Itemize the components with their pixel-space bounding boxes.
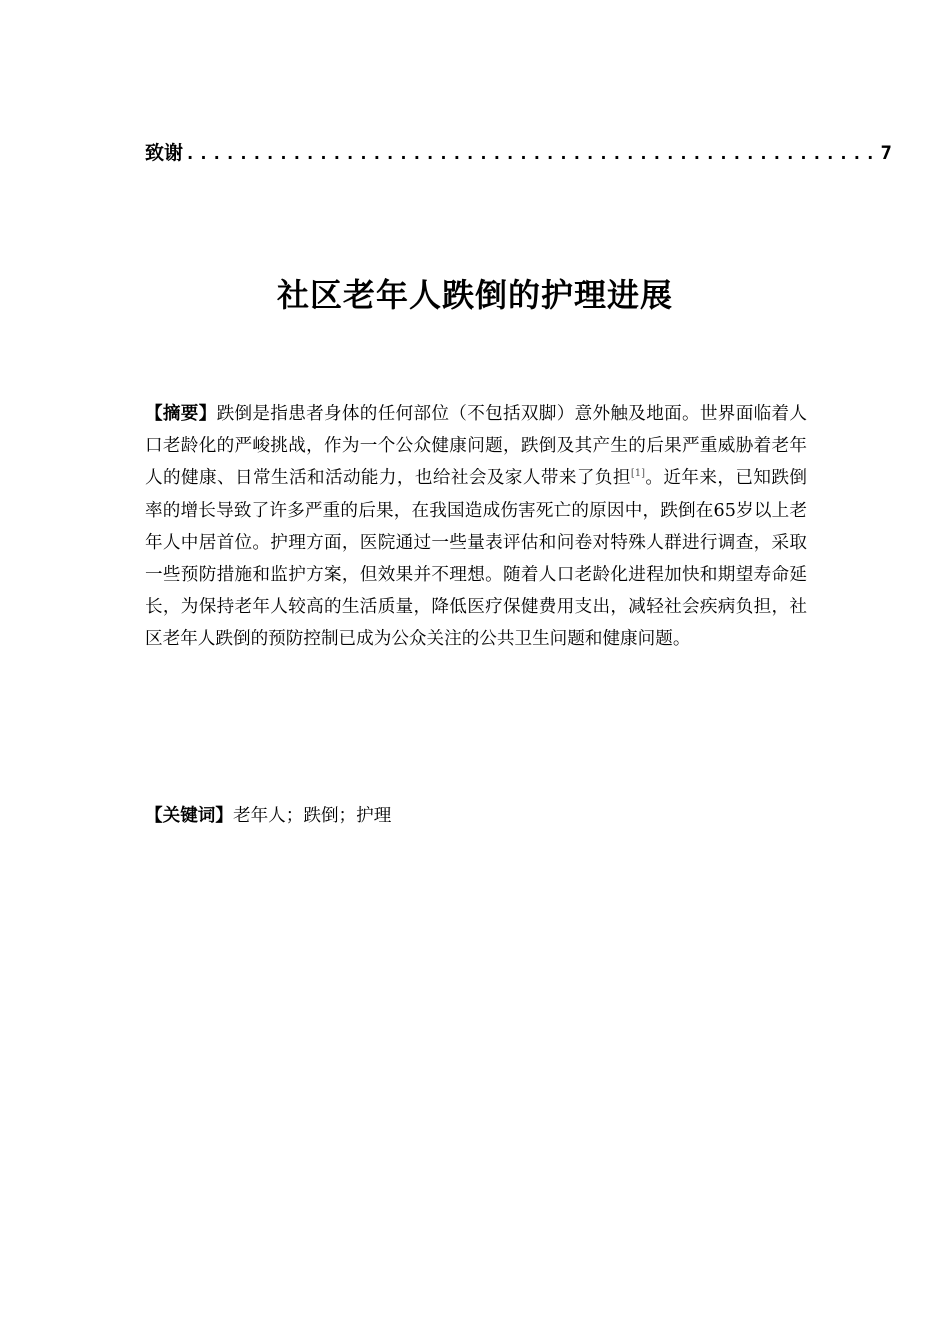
abstract-tag: 【摘要】 (145, 404, 217, 424)
keywords-text: 老年人；跌倒；护理 (232, 806, 392, 826)
keywords-line (145, 800, 807, 832)
abstract-paragraph (145, 398, 807, 656)
abstract-text-part-2: 。近年来，已知跌倒率的增长导致了许多严重的后果，在我国造成伤害死亡的原因中，跌倒在65岁以上老年人中居首位。护理方面，医院通过一些量表评估和问卷对特殊人群进行调查，采取一些预防措施和监护方案，但效果并不理想。随着人口老龄化进程加快和期望寿命延长，为保持老年人较高的生活质量，降低医疗保健费用支出，减轻社会疾病负担，社区老年人跌倒的预防控制已成为公众关注的公共卫生问题和健康问题。 (145, 468, 807, 650)
toc-entry-label: 致谢 (145, 142, 184, 164)
toc-page-number: 7 (880, 142, 892, 164)
keywords-tag: 【关键词】 (145, 806, 233, 826)
document-title: 社区老年人跌倒的护理进展 (276, 276, 673, 314)
citation-reference[interactable]: [1] (630, 468, 646, 480)
abstract-text-part-1: 跌倒是指患者身体的任何部位（不包括双脚）意外触及地面。世界面临着人口老龄化的严峻挑战，作为一个公众健康问题，跌倒及其产生的后果严重威胁着老年人的健康、日常生活和活动能力，也给社会及家人带来了负担 (145, 404, 807, 489)
toc-entry-acknowledgements[interactable] (145, 138, 892, 166)
toc-leader-dots: .................................................... (185, 144, 879, 164)
